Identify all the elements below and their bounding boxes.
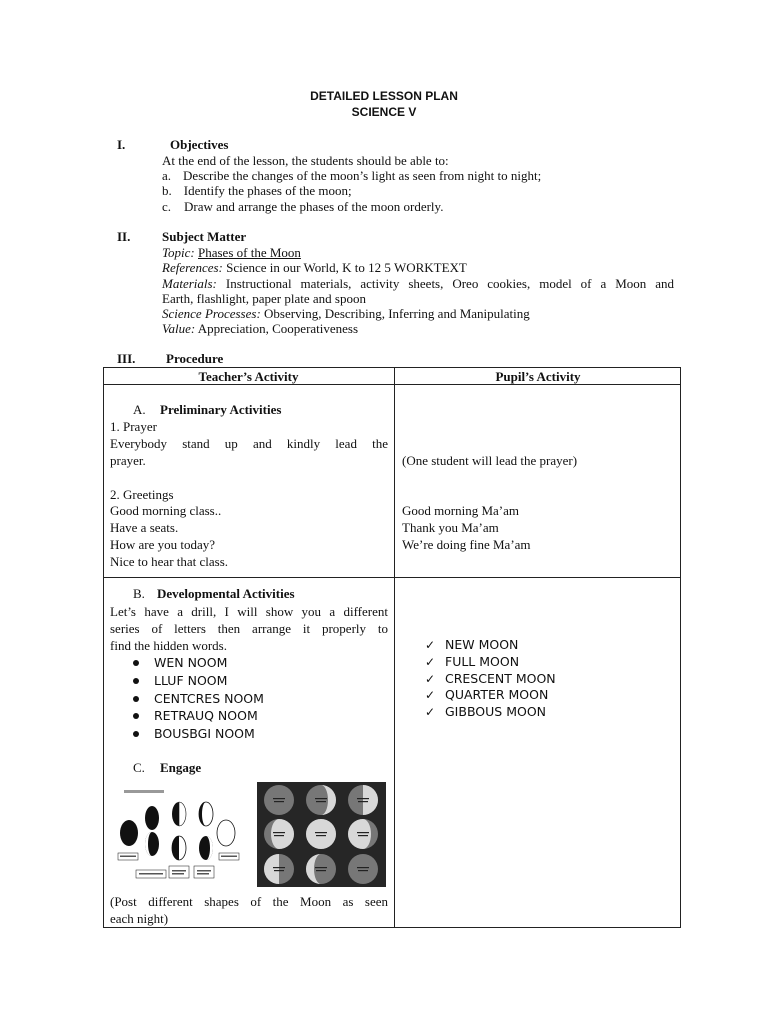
moon-phases-diagram <box>116 786 242 886</box>
pupil-prayer-response: (One student will lead the prayer) <box>402 453 578 468</box>
procedure-numeral: III. <box>117 351 136 366</box>
bullet-icon <box>133 713 139 719</box>
bullet-icon <box>133 696 139 702</box>
bullet-icon <box>133 660 139 666</box>
greeting-line: Have a seats. <box>110 520 179 535</box>
table-column-divider <box>394 367 395 928</box>
moon-phase-shape <box>145 832 159 856</box>
greetings-title: 2. Greetings <box>110 487 174 502</box>
engage-heading: Engage <box>160 760 202 775</box>
check-icon: ✓ <box>425 705 436 719</box>
topic-line: Topic: Phases of the Moon <box>162 245 301 260</box>
greeting-line: Nice to hear that class. <box>110 554 229 569</box>
scrambled-word-item: CENTCRES NOOM <box>133 690 264 708</box>
engage-caption-line-2: each night) <box>110 911 169 926</box>
answer-item: ✓ QUARTER MOON <box>425 687 549 702</box>
developmental-letter: B. <box>133 586 145 601</box>
objectives-numeral: I. <box>117 137 126 152</box>
value-line: Value: Appreciation, Cooperativeness <box>162 321 359 336</box>
prayer-instruction-line-2: prayer. <box>110 453 146 468</box>
document-subtitle: SCIENCE V <box>351 105 417 119</box>
moon-phase-shape <box>199 802 213 826</box>
answer-item: ✓ FULL MOON <box>425 654 520 669</box>
bullet-icon <box>133 731 139 737</box>
objectives-intro: At the end of the lesson, the students should be able to: <box>162 153 449 168</box>
table-row-divider <box>103 577 681 578</box>
answer-item: ✓ NEW MOON <box>425 637 519 652</box>
procedure-heading: Procedure <box>166 351 224 366</box>
moon-phase-shape <box>199 836 213 860</box>
greeting-line: Good morning class.. <box>110 503 222 518</box>
answer-item: ✓ GIBBOUS MOON <box>425 704 547 719</box>
moon-photos-grid <box>257 782 386 887</box>
moon-phase-shape <box>172 836 186 860</box>
scrambled-word-item: WEN NOOM <box>133 654 227 672</box>
greeting-line: How are you today? <box>110 537 216 552</box>
materials-line-1: Materials: Instructional materials, activity sheets, Oreo cookies, model of a Moon and <box>162 276 674 291</box>
objective-item-a: a. Describe the changes of the moon’s light as seen from night to night; <box>162 168 542 183</box>
engage-caption-line-1: (Post different shapes of the Moon as seen <box>110 894 388 909</box>
preliminary-heading: Preliminary Activities <box>160 402 282 417</box>
pupil-activity-header: Pupil’s Activity <box>495 369 581 384</box>
moon-phase-shape <box>217 820 235 846</box>
moon-photo <box>264 785 294 815</box>
check-icon: ✓ <box>425 655 436 669</box>
pupil-greeting-response: We’re doing fine Ma’am <box>402 537 531 552</box>
document-title: DETAILED LESSON PLAN <box>310 89 458 103</box>
science-processes-line: Science Processes: Observing, Describing, Inferring and Manipulating <box>162 306 530 321</box>
pupil-greeting-response: Good morning Ma’am <box>402 503 519 518</box>
subject-matter-numeral: II. <box>117 229 131 244</box>
check-icon: ✓ <box>425 688 436 702</box>
subject-matter-heading: Subject Matter <box>162 229 247 244</box>
pupil-greeting-response: Thank you Ma’am <box>402 520 499 535</box>
scrambled-word-item: RETRAUQ NOOM <box>133 707 258 725</box>
check-icon: ✓ <box>425 672 436 686</box>
teacher-activity-header: Teacher’s Activity <box>198 369 299 384</box>
moon-phase-shape <box>145 806 159 830</box>
materials-line-2: Earth, flashlight, paper plate and spoon <box>162 291 366 306</box>
moon-phase-shape <box>172 802 186 826</box>
drill-instruction-line-3: find the hidden words. <box>110 638 227 653</box>
scrambled-word-item: LLUF NOOM <box>133 672 227 690</box>
drill-instruction-line-1: Let’s have a drill, I will show you a different <box>110 604 388 619</box>
prayer-title: 1. Prayer <box>110 419 157 434</box>
drill-instruction-line-2: series of letters then arrange it properly to <box>110 621 388 636</box>
bullet-icon <box>133 678 139 684</box>
objectives-heading: Objectives <box>170 137 229 152</box>
prayer-instruction-line-1: Everybody stand up and kindly lead the <box>110 436 388 451</box>
moon-phase-shape <box>120 820 138 846</box>
check-icon: ✓ <box>425 638 436 652</box>
scrambled-word-item: BOUSBGI NOOM <box>133 725 255 743</box>
engage-letter: C. <box>133 760 145 775</box>
objective-item-c: c. Draw and arrange the phases of the moon orderly. <box>162 199 444 214</box>
objective-item-b: b. Identify the phases of the moon; <box>162 183 352 198</box>
moon-photo <box>348 854 378 884</box>
preliminary-letter: A. <box>133 402 146 417</box>
developmental-heading: Developmental Activities <box>157 586 295 601</box>
references-line: References: Science in our World, K to 12 5 WORKTEXT <box>162 260 467 275</box>
answer-item: ✓ CRESCENT MOON <box>425 671 556 686</box>
